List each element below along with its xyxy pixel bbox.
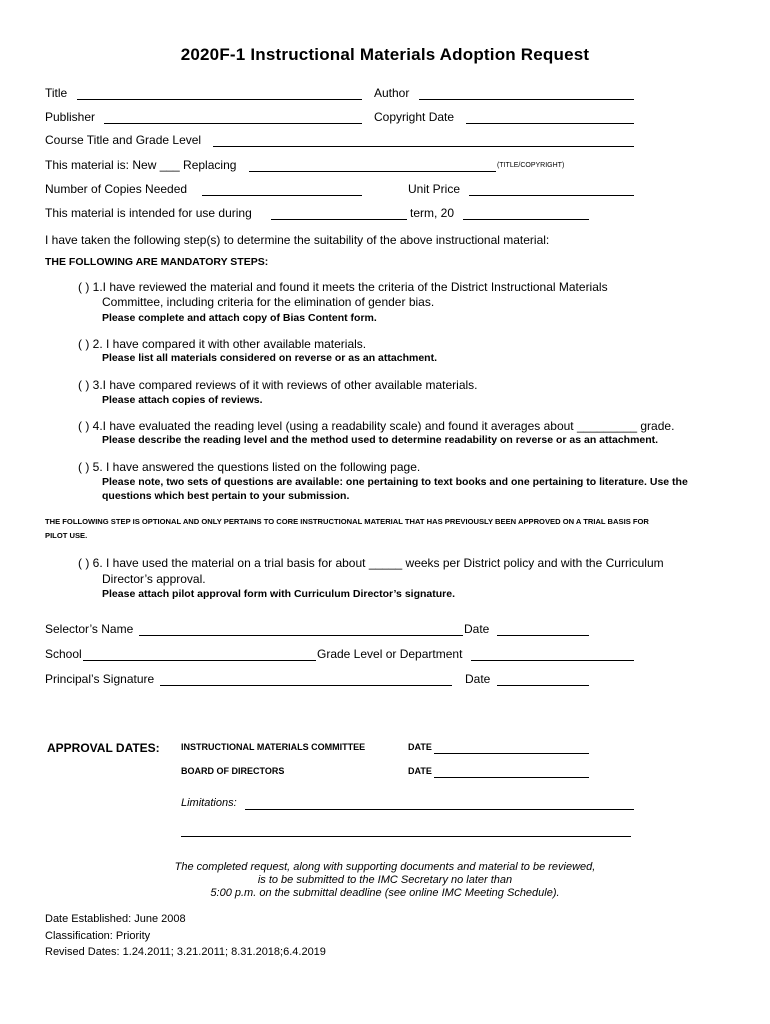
step-6-line2: Director’s approval.: [102, 572, 206, 586]
step-5-note: Please note, two sets of questions are available: one pertaining to text books and one pertaining to literature. Use the: [102, 476, 688, 488]
committee-label: INSTRUCTIONAL MATERIALS COMMITTEE: [181, 742, 366, 752]
author-field[interactable]: [419, 99, 634, 100]
grade-dept-field[interactable]: [471, 660, 634, 661]
step-4[interactable]: ( ) 4.I have evaluated the reading level (using a readability scale) and found it averages about _________ grade.: [78, 419, 675, 433]
step-2-note: Please list all materials considered on reverse or as an attachment.: [102, 352, 437, 364]
step-5-note-2: questions which best pertain to your submission.: [102, 490, 350, 502]
grade-dept-label: Grade Level or Department: [317, 647, 463, 661]
intro-text: I have taken the following step(s) to determine the suitability of the above instructional material:: [45, 233, 550, 247]
revised-dates: Revised Dates: 1.24.2011; 3.21.2011; 8.31.2018;6.4.2019: [45, 946, 326, 958]
step-1[interactable]: ( ) 1.I have reviewed the material and found it meets the criteria of the District Instructional Materials: [78, 280, 608, 294]
intended-use-label: This material is intended for use during: [45, 206, 252, 220]
step-1-note: Please complete and attach copy of Bias Content form.: [102, 312, 377, 324]
step-3[interactable]: ( ) 3.I have compared reviews of it with reviews of other available materials.: [78, 378, 478, 392]
publisher-field[interactable]: [104, 123, 362, 124]
term-field[interactable]: [271, 219, 407, 220]
principal-signature-field[interactable]: [160, 685, 452, 686]
step-4-note: Please describe the reading level and the method used to determine readability on reverse or as an attachment.: [102, 434, 659, 446]
board-date-label: DATE: [408, 766, 432, 776]
date-established: Date Established: June 2008: [45, 913, 186, 925]
school-label: School: [45, 647, 82, 661]
step-6[interactable]: ( ) 6. I have used the material on a trial basis for about _____ weeks per District policy and with the Curriculum: [78, 556, 664, 570]
term-label: term, 20: [410, 206, 455, 220]
unit-price-field[interactable]: [469, 195, 634, 196]
author-label: Author: [374, 86, 410, 100]
title-copyright-note: (TITLE/COPYRIGHT): [497, 162, 565, 169]
school-field[interactable]: [83, 660, 316, 661]
selector-name-label: Selector’s Name: [45, 622, 134, 636]
copies-field[interactable]: [202, 195, 362, 196]
publisher-label: Publisher: [45, 110, 96, 124]
form-title: 2020F-1 Instructional Materials Adoption Request: [180, 45, 590, 64]
step-3-note: Please attach copies of reviews.: [102, 394, 263, 406]
limitations-label: Limitations:: [181, 797, 237, 809]
board-label: BOARD OF DIRECTORS: [181, 766, 285, 776]
copyright-date-label: Copyright Date: [374, 110, 455, 124]
principal-date-field[interactable]: [497, 685, 589, 686]
replacing-field[interactable]: [249, 171, 496, 172]
optional-heading: THE FOLLOWING STEP IS OPTIONAL AND ONLY PERTAINS TO CORE INSTRUCTIONAL MATERIAL THAT HAS PREVIOUSLY BEEN APPROVED ON A TRIAL BASIS FOR: [45, 517, 649, 526]
submission-note-3: 5:00 p.m. on the submittal deadline (see online IMC Meeting Schedule).: [210, 887, 560, 899]
submission-note-2: is to be submitted to the IMC Secretary no later than: [257, 874, 513, 886]
unit-price-label: Unit Price: [408, 182, 461, 196]
principal-date-label: Date: [465, 672, 491, 686]
optional-heading-2: PILOT USE.: [45, 531, 88, 540]
limitations-field-2[interactable]: [181, 836, 631, 837]
selector-name-field[interactable]: [139, 635, 463, 636]
principal-signature-label: Principal’s Signature: [45, 672, 155, 686]
step-6-note: Please attach pilot approval form with Curriculum Director’s signature.: [102, 588, 455, 600]
year-field[interactable]: [463, 219, 589, 220]
step-1-line2: Committee, including criteria for the elimination of gender bias.: [102, 295, 435, 309]
copyright-date-field[interactable]: [466, 123, 634, 124]
copies-label: Number of Copies Needed: [45, 182, 188, 196]
committee-date-label: DATE: [408, 742, 432, 752]
course-label: Course Title and Grade Level: [45, 133, 202, 147]
selector-date-label: Date: [464, 622, 490, 636]
step-2[interactable]: ( ) 2. I have compared it with other available materials.: [78, 337, 367, 351]
classification: Classification: Priority: [45, 930, 151, 942]
title-label: Title: [45, 86, 68, 100]
title-field[interactable]: [77, 99, 362, 100]
step-5[interactable]: ( ) 5. I have answered the questions listed on the following page.: [78, 460, 421, 474]
material-label: This material is: New ___ Replacing: [45, 158, 237, 172]
board-date-field[interactable]: [434, 777, 589, 778]
limitations-field[interactable]: [245, 809, 634, 810]
committee-date-field[interactable]: [434, 753, 589, 754]
course-field[interactable]: [213, 146, 634, 147]
submission-note-1: The completed request, along with supporting documents and material to be reviewed,: [174, 861, 596, 873]
approval-heading: APPROVAL DATES:: [47, 741, 160, 755]
mandatory-heading: THE FOLLOWING ARE MANDATORY STEPS:: [45, 256, 269, 268]
selector-date-field[interactable]: [497, 635, 589, 636]
